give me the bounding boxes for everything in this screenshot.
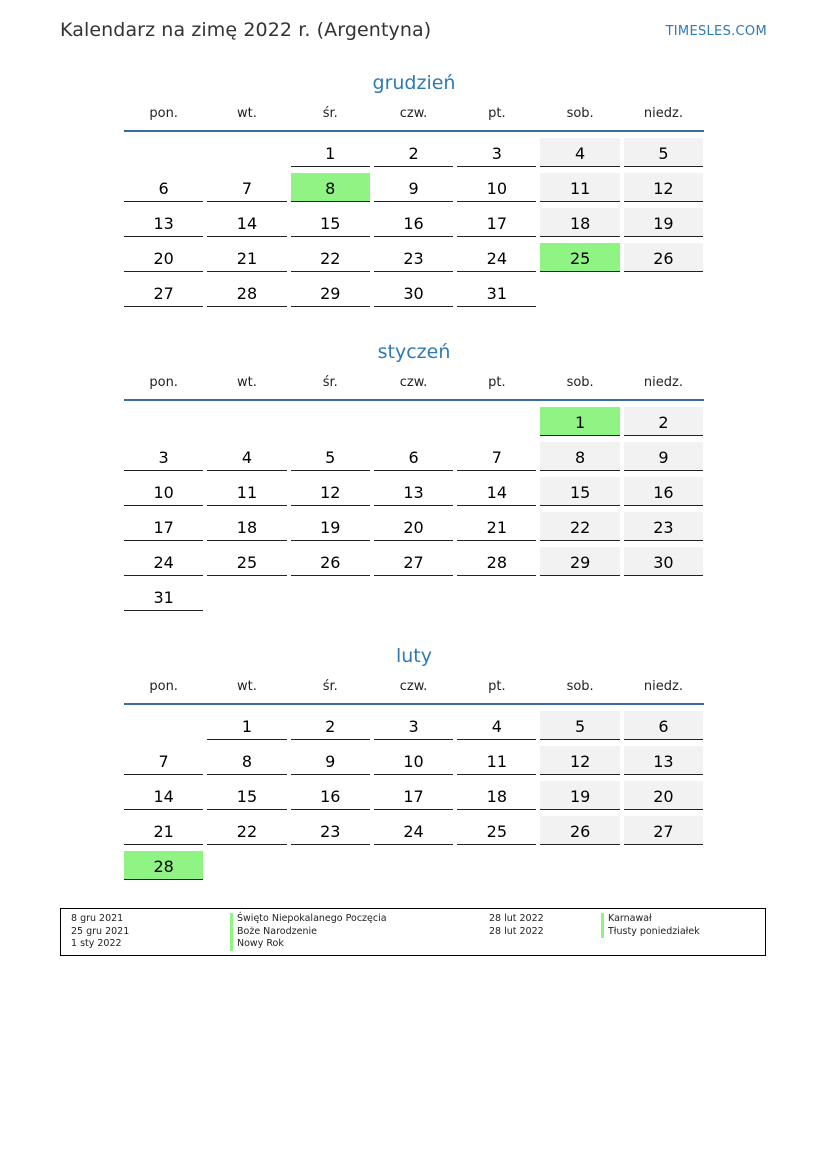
holiday-day-cell: 25 [540,243,619,272]
legend-date: 1 sty 2022 [71,938,122,949]
day-cell: 8 [207,746,286,775]
empty-cell [457,407,536,436]
day-cell: 21 [207,243,286,272]
day-cell: 2 [291,711,370,740]
day-cell: 28 [457,547,536,576]
day-cell: 7 [207,173,286,202]
day-cell: 7 [457,442,536,471]
legend-right-dates [489,913,544,938]
day-cell: 3 [124,442,203,471]
day-cell: 28 [207,278,286,307]
legend-date: 8 gru 2021 [71,913,124,924]
empty-cell [124,711,203,740]
month-title: styczeń [377,341,451,363]
legend-date: 25 gru 2021 [71,925,130,937]
weekday-label: wt. [237,679,257,694]
day-cell: 2 [374,138,453,167]
empty-cell [124,407,203,436]
day-cell: 30 [374,278,453,307]
day-cell: 27 [374,547,453,576]
weekday-label: niedz. [643,375,683,390]
day-cell: 10 [374,746,453,775]
day-cell: 24 [374,816,453,845]
day-cell: 7 [124,746,203,775]
day-cell: 3 [457,138,536,167]
empty-cell [207,138,286,167]
brand-link[interactable]: TIMESLES.COM [665,24,767,39]
empty-cell [207,407,286,436]
weekday-label: niedz. [643,679,683,694]
weekday-label: sob. [566,375,594,390]
day-cell: 16 [374,208,453,237]
month-january [124,339,704,611]
day-cell: 13 [624,746,703,775]
day-cell: 6 [624,711,703,740]
day-cell: 30 [624,547,703,576]
weekday-label: pt. [488,106,506,121]
days-grid [124,711,704,880]
day-cell: 16 [291,781,370,810]
weekday-label: wt. [237,106,257,121]
empty-cell [124,138,203,167]
day-cell: 13 [124,208,203,237]
day-cell: 31 [124,582,203,611]
month-february [124,643,704,880]
day-cell: 22 [540,512,619,541]
weekday-header [124,677,704,705]
day-cell: 1 [207,711,286,740]
day-cell: 14 [207,208,286,237]
day-cell: 24 [124,547,203,576]
day-cell: 13 [374,477,453,506]
legend-holiday-name: Nowy Rok [230,938,387,951]
legend-left-dates [71,913,129,951]
legend-right-names [601,913,700,938]
day-cell: 19 [624,208,703,237]
day-cell: 22 [207,816,286,845]
day-cell: 17 [374,781,453,810]
day-cell: 12 [291,477,370,506]
day-cell: 20 [124,243,203,272]
day-cell: 23 [624,512,703,541]
day-cell: 4 [540,138,619,167]
day-cell: 14 [457,477,536,506]
page-title: Kalendarz na zimę 2022 r. (Argentyna) [60,19,432,41]
day-cell: 21 [124,816,203,845]
day-cell: 16 [624,477,703,506]
day-cell: 10 [457,173,536,202]
day-cell: 25 [207,547,286,576]
day-cell: 27 [124,278,203,307]
month-title: grudzień [372,72,456,94]
weekday-label: niedz. [643,106,683,121]
day-cell: 3 [374,711,453,740]
weekday-label: wt. [237,375,257,390]
weekday-label: sob. [566,679,594,694]
day-cell: 21 [457,512,536,541]
month-december [124,70,704,307]
day-cell: 6 [374,442,453,471]
holiday-day-cell: 8 [291,173,370,202]
holiday-day-cell: 1 [540,407,619,436]
day-cell: 20 [624,781,703,810]
day-cell: 11 [540,173,619,202]
day-cell: 11 [457,746,536,775]
day-cell: 5 [540,711,619,740]
day-cell: 23 [374,243,453,272]
weekday-label: czw. [399,106,428,121]
legend-left-names [230,913,387,951]
weekday-label: pon. [149,679,178,694]
empty-cell [291,407,370,436]
day-cell: 26 [291,547,370,576]
day-cell: 29 [291,278,370,307]
day-cell: 9 [291,746,370,775]
legend-date: 28 lut 2022 [489,913,544,924]
day-cell: 15 [540,477,619,506]
day-cell: 19 [291,512,370,541]
day-cell: 2 [624,407,703,436]
holiday-legend [60,908,766,956]
weekday-label: sob. [566,106,594,121]
day-cell: 29 [540,547,619,576]
day-cell: 20 [374,512,453,541]
day-cell: 5 [291,442,370,471]
day-cell: 4 [207,442,286,471]
weekday-label: śr. [322,375,338,390]
weekday-label: pt. [488,679,506,694]
legend-holiday-name: Boże Narodzenie [230,926,387,939]
weekday-header [124,104,704,132]
weekday-label: czw. [399,375,428,390]
days-grid [124,407,704,611]
holiday-day-cell: 28 [124,851,203,880]
day-cell: 9 [624,442,703,471]
day-cell: 17 [124,512,203,541]
day-cell: 27 [624,816,703,845]
day-cell: 15 [207,781,286,810]
day-cell: 6 [124,173,203,202]
legend-date: 28 lut 2022 [489,925,544,937]
day-cell: 14 [124,781,203,810]
day-cell: 25 [457,816,536,845]
weekday-label: pt. [488,375,506,390]
weekday-label: pon. [149,106,178,121]
day-cell: 11 [207,477,286,506]
day-cell: 12 [624,173,703,202]
legend-holiday-name: Karnawał [601,913,700,926]
day-cell: 23 [291,816,370,845]
day-cell: 8 [540,442,619,471]
month-title: luty [395,645,432,667]
day-cell: 10 [124,477,203,506]
day-cell: 1 [291,138,370,167]
days-grid [124,138,704,307]
weekday-label: pon. [149,375,178,390]
day-cell: 31 [457,278,536,307]
weekday-label: czw. [399,679,428,694]
legend-holiday-name: Tłusty poniedziałek [601,926,700,939]
day-cell: 19 [540,781,619,810]
day-cell: 12 [540,746,619,775]
day-cell: 17 [457,208,536,237]
day-cell: 18 [540,208,619,237]
legend-holiday-name: Święto Niepokalanego Poczęcia [230,913,387,926]
weekday-header [124,373,704,401]
day-cell: 4 [457,711,536,740]
weekday-label: śr. [322,679,338,694]
day-cell: 18 [207,512,286,541]
day-cell: 24 [457,243,536,272]
day-cell: 9 [374,173,453,202]
day-cell: 26 [540,816,619,845]
empty-cell [374,407,453,436]
day-cell: 15 [291,208,370,237]
day-cell: 26 [624,243,703,272]
day-cell: 22 [291,243,370,272]
day-cell: 18 [457,781,536,810]
day-cell: 5 [624,138,703,167]
weekday-label: śr. [322,106,338,121]
